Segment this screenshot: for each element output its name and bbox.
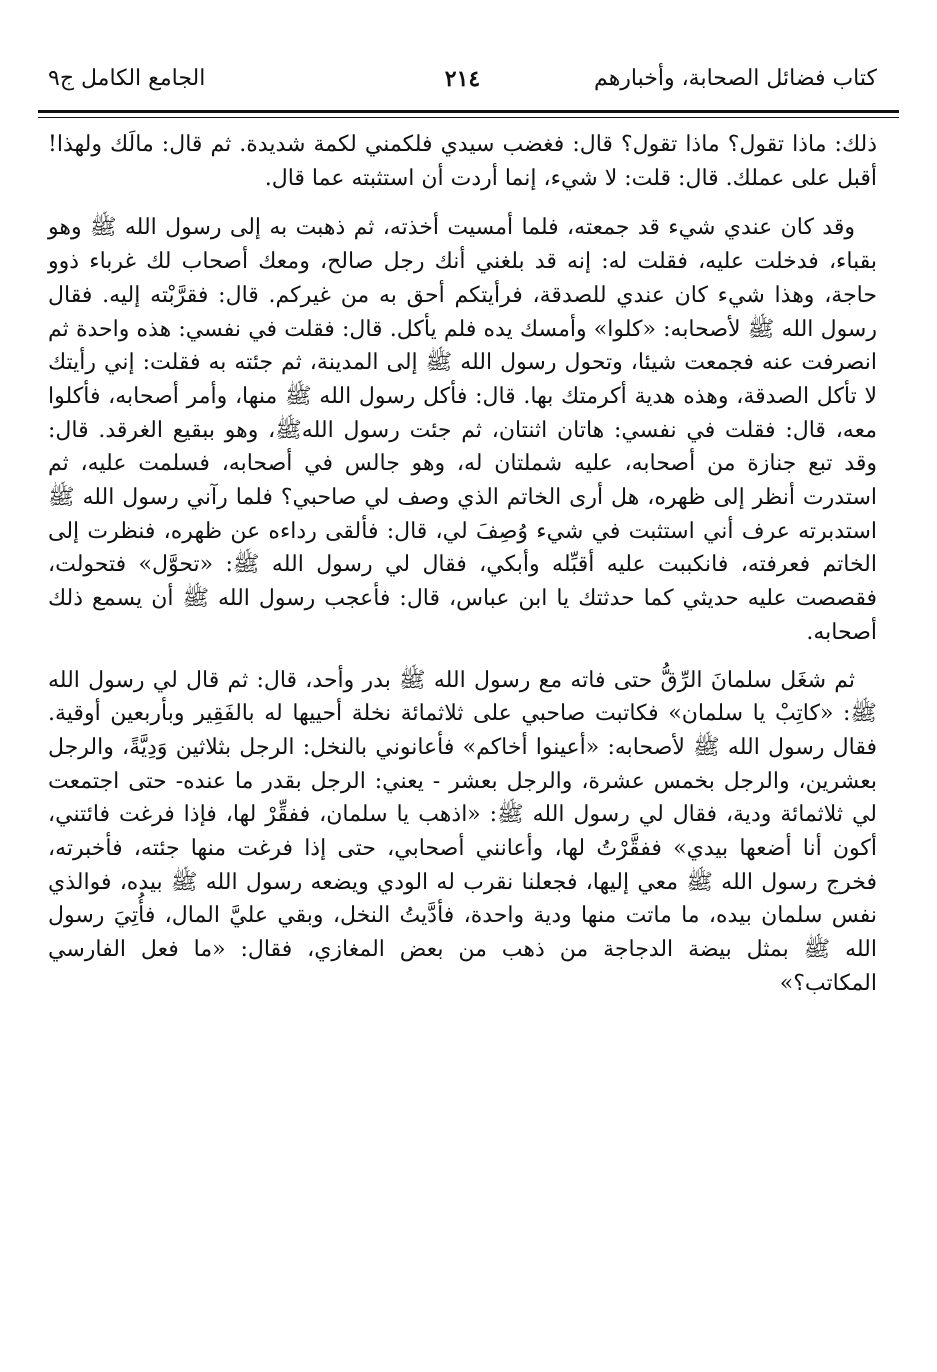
paragraph-2: وقد كان عندي شيء قد جمعته، فلما أمسيت أخذته، ثم ذهبت به إلى رسول الله ﷺ وهو بقباء، فدخلت عليه، فقلت له: إنه قد بلغني أنك رجل صالح، ومعك أصحاب لك غرباء ذوو حاجة، وهذا شيء كان عندي للصدقة، فرأيتكم أحق به من غيركم. قال: فقرَّبْته إليه. فقال رسول الله ﷺ لأصحابه: «كلوا» وأمسك يده فلم يأكل. قال: فقلت في نفسي: هذه واحدة ثم انصرفت عنه فجمعت شيئا، وتحول رسول الله ﷺ إلى المدينة، ثم جئته به فقلت: إني رأيتك لا تأكل الصدقة، وهذه هدية أكرمتك بها. قال: فأكل رسول الله ﷺ منها، وأمر أصحابه، فأكلوا معه، قال: فقلت في نفسي: هاتان اثنتان، ثم جئت رسول اللهﷺ، وهو ببقيع الغرقد. قال: وقد تبع جنازة من أصحابه، عليه شملتان له، وهو جالس في أصحابه، فسلمت عليه، ثم استدرت أنظر إلى ظهره، هل أرى الخاتم الذي وصف لي صاحبي؟ فلما رآني رسول الله ﷺ استدبرته عرف أني استثبت في شيء وُصِفَ لي، قال: فألقى رداءه عن ظهره، فنظرت إلى الخاتم فعرفته، فانكببت عليه أقبِّله وأبكي، فقال لي رسول الله ﷺ: «تحوَّل» فتحولت، فقصصت عليه حديثي كما حدثتك يا ابن عباس، قال: فأعجب رسول الله ﷺ أن يسمع ذلك أصحابه.	[48, 215, 877, 645]
paragraph-1: ذلك: ماذا تقول؟ ماذا تقول؟ قال: فغضب سيدي فلكمني لكمة شديدة. ثم قال: مالَك ولهذا! أقبل على عملك. قال: قلت: لا شيء، إنما أردت أن استثبته عما قال.	[48, 132, 877, 191]
body-text	[48, 128, 877, 1001]
header-book-title: كتاب فضائل الصحابة، وأخبارهم	[594, 66, 877, 91]
page-number: ٢١٤	[444, 66, 481, 92]
header-volume: الجامع الكامل ج٩	[48, 66, 206, 91]
paragraph-3: ثم شغَل سلمانَ الرِّقُّ حتى فاته مع رسول الله ﷺ بدر وأحد، قال: ثم قال لي رسول الله ﷺ: «كاتِبْ يا سلمان» فكاتبت صاحبي على ثلاثمائة نخلة أحييها له بالفَقِير وبأربعين أوقية. فقال رسول الله ﷺ لأصحابه: «أعينوا أخاكم» فأعانوني بالنخل: الرجل بثلاثين وَدِيَّةً، والرجل بعشرين، والرجل بخمس عشرة، والرجل بعشر - يعني: الرجل بقدر ما عنده- حتى اجتمعت لي ثلاثمائة ودية، فقال لي رسول الله ﷺ: «اذهب يا سلمان، ففقِّرْ لها، فإذا فرغت فائتني، أكون أنا أضعها بيدي» ففقَّرْتُ لها، وأعانني أصحابي، حتى إذا فرغت منها جئته، فأخبرته، فخرج رسول الله ﷺ معي إليها، فجعلنا نقرب له الودي ويضعه رسول الله ﷺ بيده، فوالذي نفس سلمان بيده، ما ماتت منها ودية واحدة، فأدَّيتُ النخل، وبقي عليَّ المال، فأُتِيَ رسول الله ﷺ بمثل بيضة الدجاجة من ذهب من بعض المغازي، فقال: «ما فعل الفارسي المكاتب؟»	[48, 667, 877, 996]
header-rule-thin	[38, 117, 899, 118]
running-header	[48, 66, 877, 102]
header-rule-thick	[38, 110, 899, 113]
